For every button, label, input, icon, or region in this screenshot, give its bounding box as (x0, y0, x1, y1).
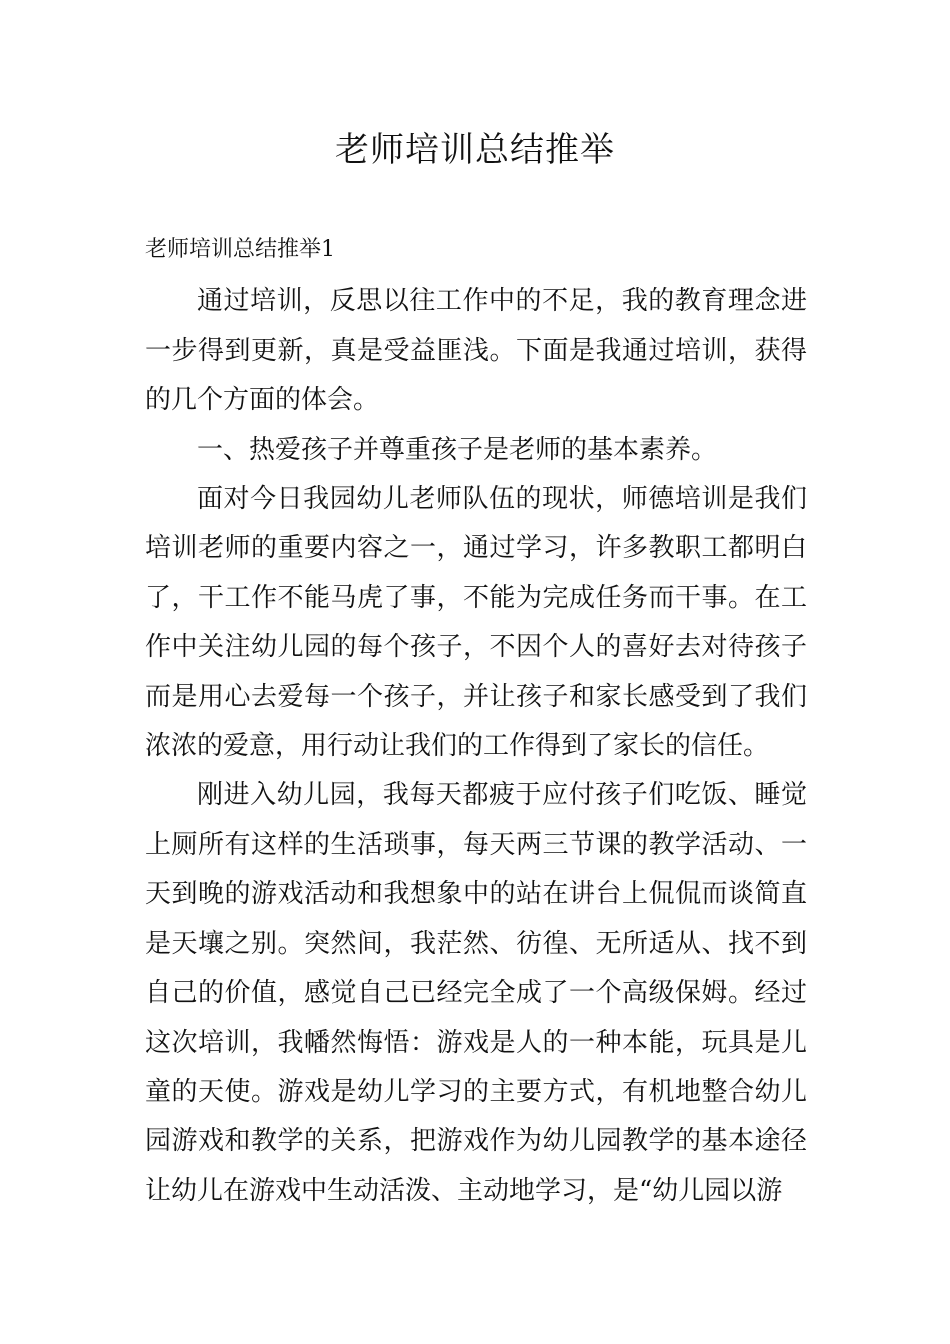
paragraph-3: 面对今日我园幼儿老师队伍的现状，师德培训是我们培训老师的重要内容之一，通过学习，许多教职工都明白了，干工作不能马虎了事，不能为完成任务而干事。在工作中关注幼儿园的每个孩子，不因个人的喜好去对待孩子而是用心去爱每一个孩子，并让孩子和家长感受到了我们浓浓的爱意，用行动让我们的工作得到了家长的信任。 (145, 484, 807, 762)
document-title: 老师培训总结推举 (335, 130, 615, 170)
paragraph-4: 刚进入幼儿园，我每天都疲于应付孩子们吃饭、睡觉上厕所有这样的生活琐事，每天两三节课的教学活动、一天到晚的游戏活动和我想象中的站在讲台上侃侃而谈简直是天壤之别。突然间，我茫然、彷徨、无所适从、找不到自己的价值，感觉自己已经完全成了一个高级保姆。经过这次培训，我幡然悔悟：游戏是人的一种本能，玩具是儿童的天使。游戏是幼儿学习的主要方式，有机地整合幼儿园游戏和教学的关系，把游戏作为幼儿园教学的基本途径让幼儿在游戏中生动活泼、主动地学习，是“幼儿园以游 (145, 780, 807, 1206)
paragraph-2: 一、热爱孩子并尊重孩子是老师的基本素养。 (197, 434, 718, 465)
paragraph-1: 通过培训，反思以往工作中的不足，我的教育理念进一步得到更新，真是受益匪浅。下面是我通过培训，获得的几个方面的体会。 (145, 286, 807, 416)
section-subtitle: 老师培训总结推举1 (145, 237, 335, 262)
document-body (145, 225, 807, 1216)
